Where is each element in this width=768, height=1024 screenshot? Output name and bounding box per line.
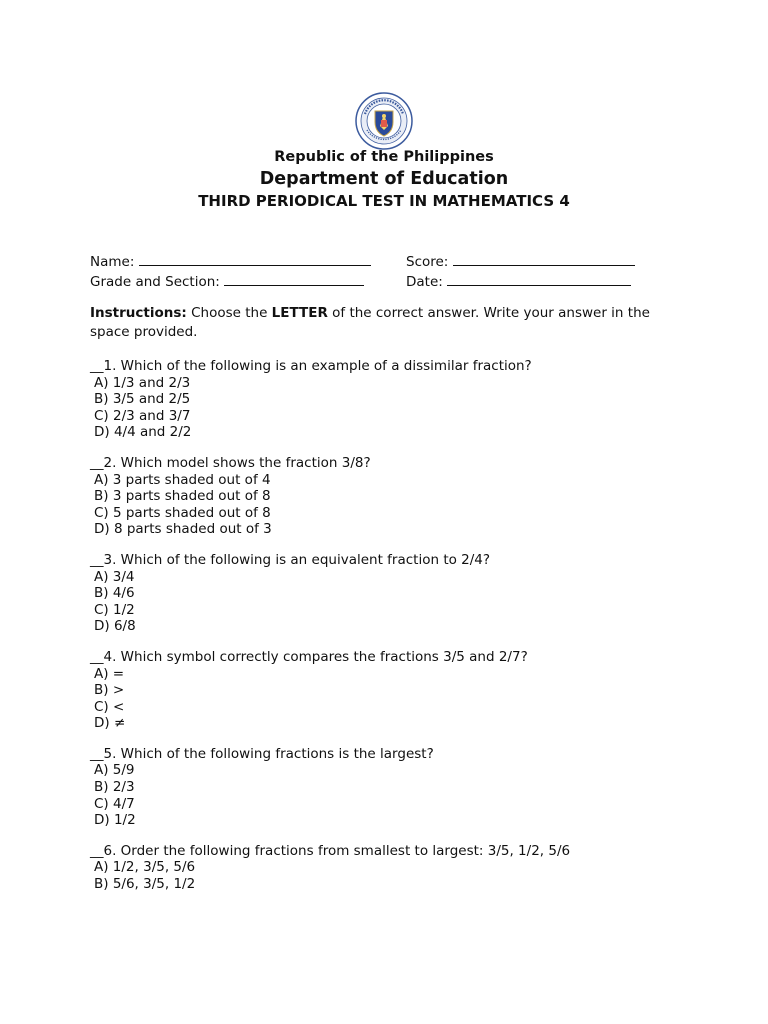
question-2 <box>90 455 690 538</box>
question-text: __5. Which of the following fractions is the largest? <box>90 745 434 762</box>
question-text: __1. Which of the following is an example of a dissimilar fraction? <box>90 358 532 374</box>
choice-d: D) 6/8 <box>94 618 136 635</box>
choice-a: A) 1/2, 3/5, 5/6 <box>94 859 196 876</box>
question-list <box>90 358 690 907</box>
choice-a: A) 5/9 <box>94 762 135 779</box>
choice-c: C) 2/3 and 3/7 <box>94 407 191 424</box>
choice-d: D) 8 parts shaded out of 3 <box>94 521 272 538</box>
instructions-text-1: Choose the <box>186 305 272 321</box>
date-field[interactable] <box>406 271 631 292</box>
choice-d: D) ≠ <box>94 715 126 732</box>
score-field[interactable] <box>406 251 635 272</box>
grade-section-field[interactable] <box>90 271 364 292</box>
republic-title: Republic of the Philippines <box>274 149 494 165</box>
instructions <box>90 304 680 342</box>
choice-b: B) 3 parts shaded out of 8 <box>94 488 271 505</box>
deped-seal-icon <box>355 92 413 150</box>
instructions-text-2: of the correct answer. Write your answer in the space provided. <box>90 305 650 340</box>
date-label: Date: <box>406 274 443 290</box>
name-blank[interactable] <box>139 251 371 266</box>
choice-b: B) 4/6 <box>94 585 135 602</box>
choice-b: B) 3/5 and 2/5 <box>94 391 191 408</box>
question-text: __6. Order the following fractions from smallest to largest: 3/5, 1/2, 5/6 <box>90 842 571 859</box>
score-label: Score: <box>406 254 449 270</box>
question-6 <box>90 843 690 893</box>
question-4 <box>90 649 690 732</box>
field-row-grade-date <box>90 271 690 291</box>
choice-a: A) 3 parts shaded out of 4 <box>94 471 271 488</box>
question-1 <box>90 358 690 441</box>
department-title: Department of Education <box>259 169 509 189</box>
question-text: __4. Which symbol correctly compares the fractions 3/5 and 2/7? <box>90 648 528 665</box>
question-5 <box>90 746 690 829</box>
choice-c: C) 4/7 <box>94 795 135 812</box>
test-title: THIRD PERIODICAL TEST IN MATHEMATICS 4 <box>198 192 570 210</box>
choice-d: D) 1/2 <box>94 812 136 829</box>
choice-c: C) < <box>94 698 125 715</box>
choice-a: A) = <box>94 665 125 682</box>
choice-a: A) 1/3 and 2/3 <box>94 374 191 391</box>
choice-b: B) 2/3 <box>94 779 135 796</box>
grade-section-label: Grade and Section: <box>90 274 220 290</box>
question-text: __3. Which of the following is an equivalent fraction to 2/4? <box>90 551 491 568</box>
name-label: Name: <box>90 254 135 270</box>
instructions-emphasis: LETTER <box>271 305 328 321</box>
score-blank[interactable] <box>453 251 635 266</box>
choice-a: A) 3/4 <box>94 568 135 585</box>
choice-c: C) 5 parts shaded out of 8 <box>94 504 271 521</box>
question-3 <box>90 552 690 635</box>
choice-b: B) > <box>94 682 125 699</box>
choice-c: C) 1/2 <box>94 601 135 618</box>
grade-section-blank[interactable] <box>224 271 364 286</box>
question-text: __2. Which model shows the fraction 3/8? <box>90 454 371 471</box>
date-blank[interactable] <box>447 271 631 286</box>
student-info-fields <box>90 251 690 291</box>
name-field[interactable] <box>90 251 371 272</box>
field-row-name-score <box>90 251 690 271</box>
choice-d: D) 4/4 and 2/2 <box>94 424 192 441</box>
choice-b: B) 5/6, 3/5, 1/2 <box>94 876 196 893</box>
instructions-lead: Instructions: <box>90 305 187 321</box>
